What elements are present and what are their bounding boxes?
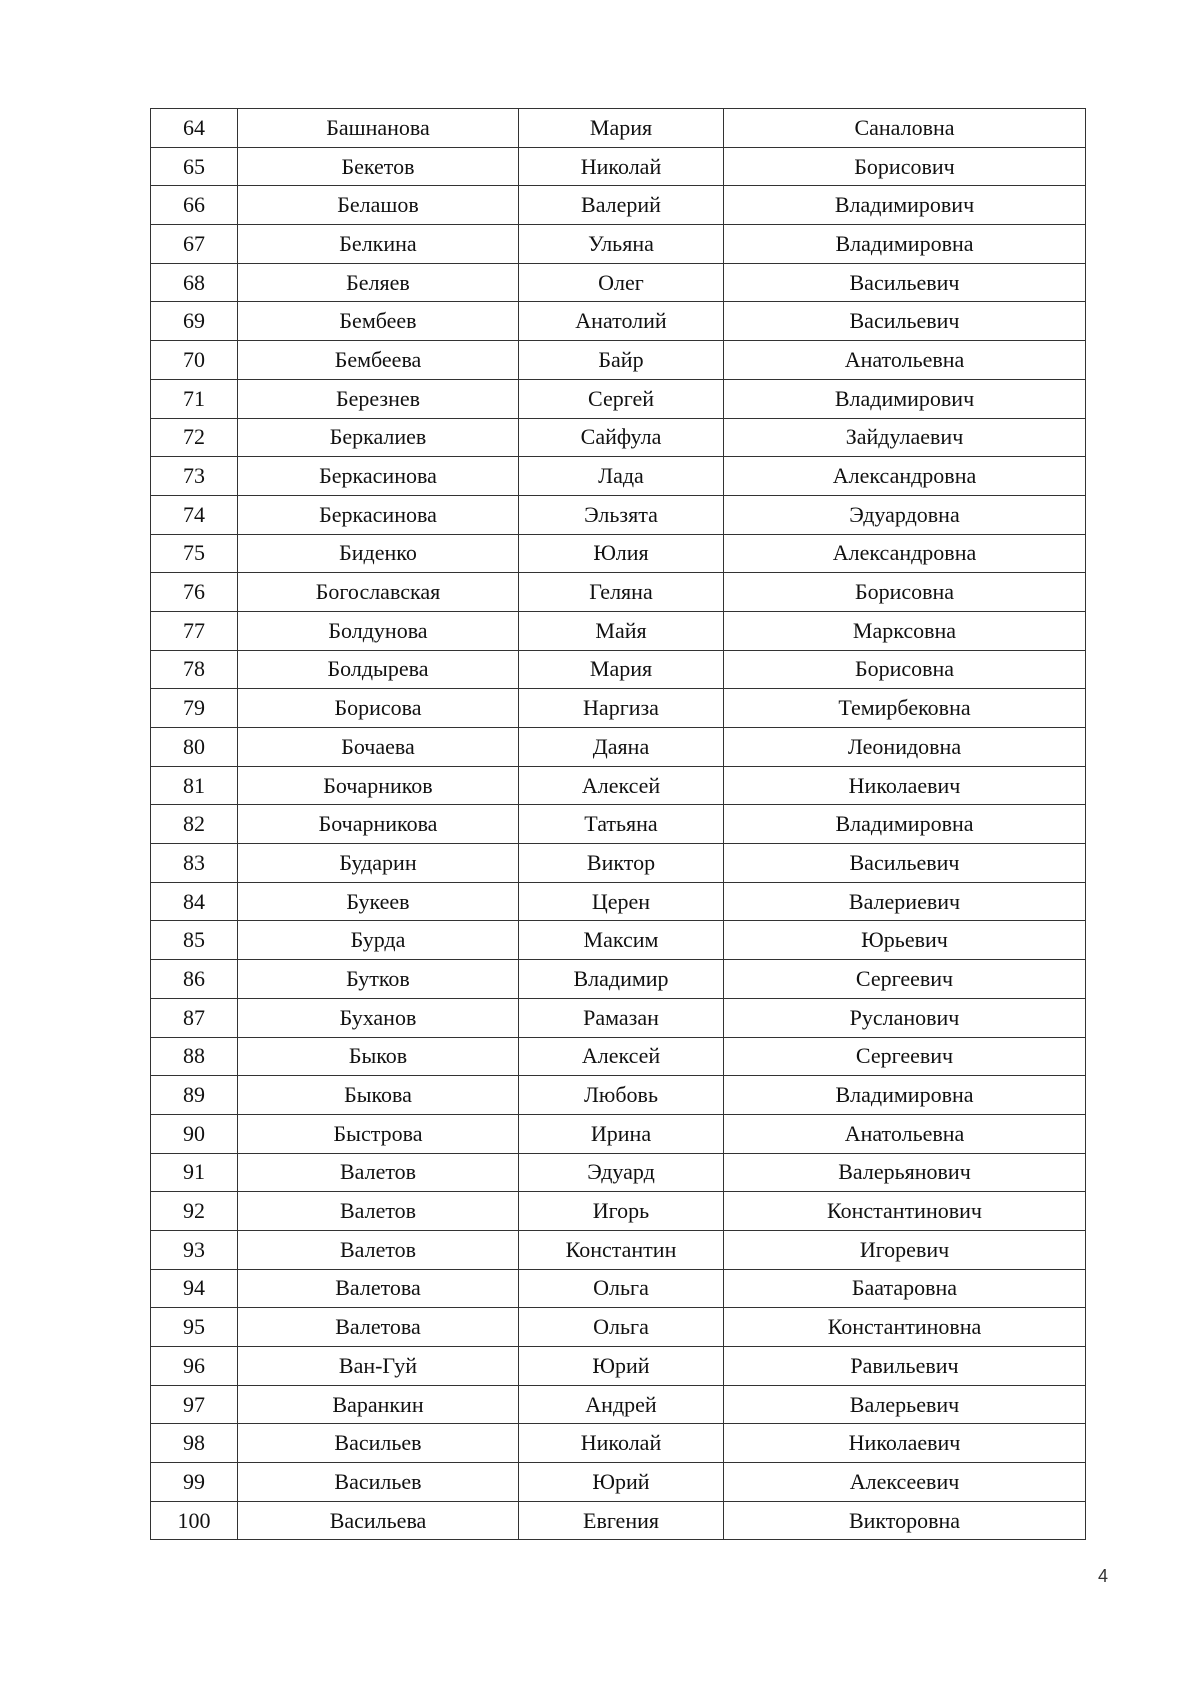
row-number-cell: 93	[151, 1230, 238, 1269]
names-table	[150, 108, 1086, 1540]
table-row	[151, 1347, 1086, 1386]
patronymic-cell: Юрьевич	[724, 921, 1086, 960]
table-row	[151, 147, 1086, 186]
first-name-cell: Сергей	[519, 379, 724, 418]
row-number-cell: 88	[151, 1037, 238, 1076]
last-name-cell: Бутков	[238, 960, 519, 999]
row-number-cell: 89	[151, 1076, 238, 1115]
first-name-cell: Геляна	[519, 573, 724, 612]
last-name-cell: Бембеева	[238, 341, 519, 380]
patronymic-cell: Эдуардовна	[724, 495, 1086, 534]
row-number-cell: 91	[151, 1153, 238, 1192]
last-name-cell: Биденко	[238, 534, 519, 573]
patronymic-cell: Баатаровна	[724, 1269, 1086, 1308]
first-name-cell: Ирина	[519, 1114, 724, 1153]
first-name-cell: Юлия	[519, 534, 724, 573]
patronymic-cell: Анатольевна	[724, 1114, 1086, 1153]
patronymic-cell: Игоревич	[724, 1230, 1086, 1269]
last-name-cell: Богославская	[238, 573, 519, 612]
table-row	[151, 1230, 1086, 1269]
first-name-cell: Максим	[519, 921, 724, 960]
row-number-cell: 77	[151, 611, 238, 650]
row-number-cell: 66	[151, 186, 238, 225]
last-name-cell: Васильева	[238, 1501, 519, 1540]
table-row	[151, 495, 1086, 534]
first-name-cell: Виктор	[519, 844, 724, 883]
first-name-cell: Николай	[519, 147, 724, 186]
row-number-cell: 83	[151, 844, 238, 883]
page-number: 4	[1098, 1566, 1109, 1586]
first-name-cell: Рамазан	[519, 998, 724, 1037]
row-number-cell: 94	[151, 1269, 238, 1308]
last-name-cell: Бурда	[238, 921, 519, 960]
last-name-cell: Быкова	[238, 1076, 519, 1115]
table-row	[151, 650, 1086, 689]
patronymic-cell: Владимировна	[724, 225, 1086, 264]
row-number-cell: 78	[151, 650, 238, 689]
row-number-cell: 86	[151, 960, 238, 999]
first-name-cell: Юрий	[519, 1463, 724, 1502]
first-name-cell: Даяна	[519, 728, 724, 767]
first-name-cell: Анатолий	[519, 302, 724, 341]
table-row	[151, 573, 1086, 612]
row-number-cell: 97	[151, 1385, 238, 1424]
first-name-cell: Мария	[519, 109, 724, 148]
table-row	[151, 960, 1086, 999]
first-name-cell: Ульяна	[519, 225, 724, 264]
patronymic-cell: Васильевич	[724, 302, 1086, 341]
row-number-cell: 95	[151, 1308, 238, 1347]
row-number-cell: 79	[151, 689, 238, 728]
patronymic-cell: Николаевич	[724, 766, 1086, 805]
patronymic-cell: Васильевич	[724, 263, 1086, 302]
table-row	[151, 1501, 1086, 1540]
last-name-cell: Беркасинова	[238, 457, 519, 496]
first-name-cell: Юрий	[519, 1347, 724, 1386]
last-name-cell: Борисова	[238, 689, 519, 728]
row-number-cell: 64	[151, 109, 238, 148]
last-name-cell: Бочаева	[238, 728, 519, 767]
first-name-cell: Наргиза	[519, 689, 724, 728]
patronymic-cell: Марксовна	[724, 611, 1086, 650]
first-name-cell: Владимир	[519, 960, 724, 999]
row-number-cell: 90	[151, 1114, 238, 1153]
table-row	[151, 1076, 1086, 1115]
last-name-cell: Бударин	[238, 844, 519, 883]
table-row	[151, 341, 1086, 380]
first-name-cell: Лада	[519, 457, 724, 496]
row-number-cell: 65	[151, 147, 238, 186]
last-name-cell: Валетова	[238, 1269, 519, 1308]
row-number-cell: 87	[151, 998, 238, 1037]
row-number-cell: 68	[151, 263, 238, 302]
first-name-cell: Мария	[519, 650, 724, 689]
last-name-cell: Букеев	[238, 882, 519, 921]
row-number-cell: 71	[151, 379, 238, 418]
row-number-cell: 84	[151, 882, 238, 921]
row-number-cell: 82	[151, 805, 238, 844]
table-row	[151, 844, 1086, 883]
row-number-cell: 81	[151, 766, 238, 805]
patronymic-cell: Равильевич	[724, 1347, 1086, 1386]
row-number-cell: 100	[151, 1501, 238, 1540]
patronymic-cell: Васильевич	[724, 844, 1086, 883]
row-number-cell: 74	[151, 495, 238, 534]
patronymic-cell: Русланович	[724, 998, 1086, 1037]
first-name-cell: Валерий	[519, 186, 724, 225]
last-name-cell: Беркасинова	[238, 495, 519, 534]
last-name-cell: Валетова	[238, 1308, 519, 1347]
patronymic-cell: Константинович	[724, 1192, 1086, 1231]
table-row	[151, 534, 1086, 573]
last-name-cell: Валетов	[238, 1230, 519, 1269]
table-row	[151, 805, 1086, 844]
patronymic-cell: Алексеевич	[724, 1463, 1086, 1502]
last-name-cell: Васильев	[238, 1463, 519, 1502]
row-number-cell: 73	[151, 457, 238, 496]
table-row	[151, 263, 1086, 302]
table-row	[151, 1114, 1086, 1153]
table-row	[151, 1192, 1086, 1231]
last-name-cell: Бочарникова	[238, 805, 519, 844]
row-number-cell: 70	[151, 341, 238, 380]
first-name-cell: Алексей	[519, 766, 724, 805]
patronymic-cell: Борисовна	[724, 573, 1086, 612]
first-name-cell: Сайфула	[519, 418, 724, 457]
patronymic-cell: Николаевич	[724, 1424, 1086, 1463]
patronymic-cell: Леонидовна	[724, 728, 1086, 767]
patronymic-cell: Борисович	[724, 147, 1086, 186]
table-row	[151, 921, 1086, 960]
first-name-cell: Ольга	[519, 1308, 724, 1347]
row-number-cell: 75	[151, 534, 238, 573]
table-row	[151, 1385, 1086, 1424]
patronymic-cell: Валериевич	[724, 882, 1086, 921]
first-name-cell: Ольга	[519, 1269, 724, 1308]
patronymic-cell: Зайдулаевич	[724, 418, 1086, 457]
first-name-cell: Евгения	[519, 1501, 724, 1540]
first-name-cell: Татьяна	[519, 805, 724, 844]
table-row	[151, 766, 1086, 805]
first-name-cell: Николай	[519, 1424, 724, 1463]
last-name-cell: Быстрова	[238, 1114, 519, 1153]
patronymic-cell: Анатольевна	[724, 341, 1086, 380]
row-number-cell: 67	[151, 225, 238, 264]
last-name-cell: Валетов	[238, 1192, 519, 1231]
first-name-cell: Майя	[519, 611, 724, 650]
row-number-cell: 72	[151, 418, 238, 457]
row-number-cell: 85	[151, 921, 238, 960]
last-name-cell: Варанкин	[238, 1385, 519, 1424]
patronymic-cell: Сергеевич	[724, 960, 1086, 999]
table-row	[151, 1463, 1086, 1502]
last-name-cell: Беркалиев	[238, 418, 519, 457]
last-name-cell: Белкина	[238, 225, 519, 264]
last-name-cell: Башнанова	[238, 109, 519, 148]
row-number-cell: 80	[151, 728, 238, 767]
patronymic-cell: Валерьевич	[724, 1385, 1086, 1424]
table-row	[151, 882, 1086, 921]
table-row	[151, 109, 1086, 148]
table-row	[151, 186, 1086, 225]
patronymic-cell: Борисовна	[724, 650, 1086, 689]
first-name-cell: Алексей	[519, 1037, 724, 1076]
row-number-cell: 69	[151, 302, 238, 341]
table-row	[151, 611, 1086, 650]
table-row	[151, 457, 1086, 496]
patronymic-cell: Константиновна	[724, 1308, 1086, 1347]
patronymic-cell: Сергеевич	[724, 1037, 1086, 1076]
table-row	[151, 728, 1086, 767]
table-row	[151, 379, 1086, 418]
patronymic-cell: Саналовна	[724, 109, 1086, 148]
patronymic-cell: Темирбековна	[724, 689, 1086, 728]
last-name-cell: Ван-Гуй	[238, 1347, 519, 1386]
first-name-cell: Эдуард	[519, 1153, 724, 1192]
last-name-cell: Беляев	[238, 263, 519, 302]
first-name-cell: Церен	[519, 882, 724, 921]
first-name-cell: Эльзята	[519, 495, 724, 534]
patronymic-cell: Александровна	[724, 534, 1086, 573]
patronymic-cell: Владимировна	[724, 805, 1086, 844]
patronymic-cell: Владимировна	[724, 1076, 1086, 1115]
last-name-cell: Буханов	[238, 998, 519, 1037]
row-number-cell: 92	[151, 1192, 238, 1231]
table-row	[151, 302, 1086, 341]
last-name-cell: Белашов	[238, 186, 519, 225]
first-name-cell: Байр	[519, 341, 724, 380]
patronymic-cell: Александровна	[724, 457, 1086, 496]
first-name-cell: Олег	[519, 263, 724, 302]
patronymic-cell: Владимирович	[724, 186, 1086, 225]
patronymic-cell: Викторовна	[724, 1501, 1086, 1540]
table-row	[151, 1424, 1086, 1463]
last-name-cell: Березнев	[238, 379, 519, 418]
patronymic-cell: Валерьянович	[724, 1153, 1086, 1192]
table-row	[151, 998, 1086, 1037]
table-row	[151, 1153, 1086, 1192]
last-name-cell: Валетов	[238, 1153, 519, 1192]
row-number-cell: 98	[151, 1424, 238, 1463]
last-name-cell: Бочарников	[238, 766, 519, 805]
row-number-cell: 99	[151, 1463, 238, 1502]
patronymic-cell: Владимирович	[724, 379, 1086, 418]
last-name-cell: Быков	[238, 1037, 519, 1076]
first-name-cell: Игорь	[519, 1192, 724, 1231]
first-name-cell: Любовь	[519, 1076, 724, 1115]
table-row	[151, 1037, 1086, 1076]
last-name-cell: Бекетов	[238, 147, 519, 186]
last-name-cell: Болдырева	[238, 650, 519, 689]
table-row	[151, 225, 1086, 264]
row-number-cell: 96	[151, 1347, 238, 1386]
last-name-cell: Бембеев	[238, 302, 519, 341]
row-number-cell: 76	[151, 573, 238, 612]
names-table-body	[151, 109, 1086, 1540]
last-name-cell: Болдунова	[238, 611, 519, 650]
table-row	[151, 1308, 1086, 1347]
table-row	[151, 689, 1086, 728]
table-row	[151, 418, 1086, 457]
first-name-cell: Константин	[519, 1230, 724, 1269]
last-name-cell: Васильев	[238, 1424, 519, 1463]
table-row	[151, 1269, 1086, 1308]
first-name-cell: Андрей	[519, 1385, 724, 1424]
